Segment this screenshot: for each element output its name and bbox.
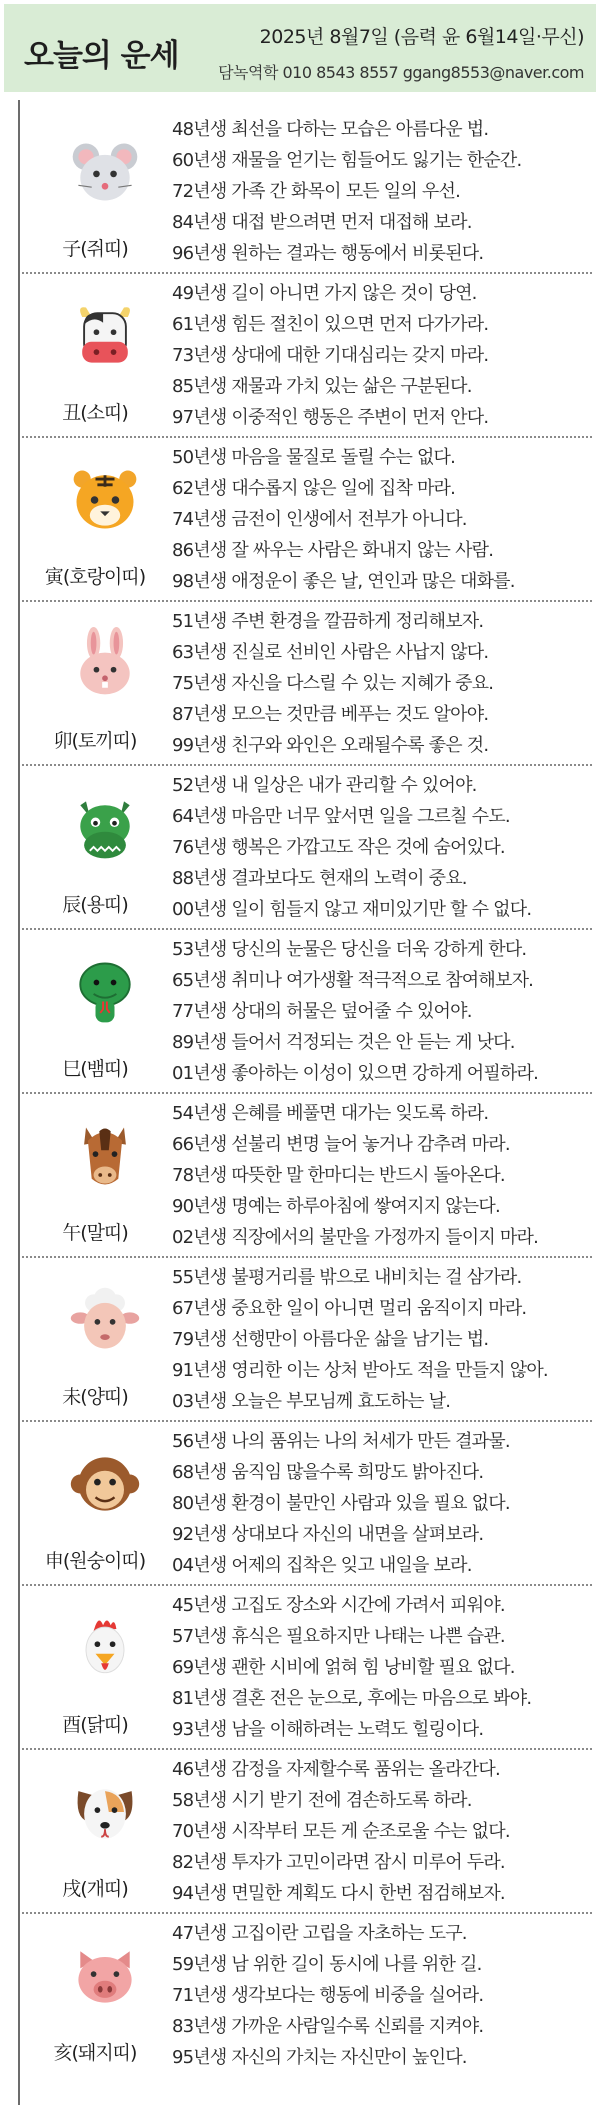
fortune-lines [172,1262,594,1417]
fortune-row [18,764,598,928]
fortune-line: 98년생 애정운이 좋은 날, 연인과 많은 대화를. [172,571,515,592]
header-date: 2025년 8월7일 (음력 윤 6월14일·무신) [259,26,584,48]
zodiac-animal [18,1748,168,1912]
zodiac-animal [18,928,168,1092]
fortune-row [18,436,598,600]
zodiac-animal [18,764,168,928]
fortune-line: 99년생 친구와 와인은 오래될수록 좋은 것. [172,735,489,756]
fortune-line: 73년생 상대에 대한 기대심리는 갖지 마라. [172,345,489,366]
fortune-row [18,1256,598,1420]
zodiac-animal [18,108,168,272]
zodiac-animal [18,1256,168,1420]
fortune-row [18,1584,598,1748]
fortune-line: 86년생 잘 싸우는 사람은 화내지 않는 사람. [172,540,494,561]
zodiac-animal [18,1584,168,1748]
fortune-line: 76년생 행복은 가깝고도 작은 것에 숨어있다. [172,837,505,858]
fortune-line: 97년생 이중적인 행동은 주변이 먼저 안다. [172,407,489,428]
rooster-icon [67,1610,143,1686]
fortune-lines [172,278,594,433]
fortune-line: 69년생 괜한 시비에 얽혀 힘 낭비할 필요 없다. [172,1657,515,1678]
sheep-icon [67,1282,143,1358]
zodiac-animal [18,272,168,436]
fortune-lines [172,934,594,1089]
fortune-line: 81년생 결혼 전은 눈으로, 후에는 마음으로 봐야. [172,1688,532,1709]
zodiac-label: 亥(돼지띠) [53,2042,137,2064]
fortune-line: 51년생 주변 환경을 깔끔하게 정리해보자. [172,611,484,632]
fortune-line: 62년생 대수롭지 않은 일에 집착 마라. [172,478,456,499]
zodiac-label: 酉(닭띠) [62,1714,128,1736]
fortune-line: 74년생 금전이 인생에서 전부가 아니다. [172,509,467,530]
fortune-row [18,1912,598,2076]
fortune-line: 68년생 움직임 많을수록 희망도 밝아진다. [172,1462,484,1483]
zodiac-animal [18,1912,168,2076]
rat-icon [67,134,143,210]
zodiac-label: 子(쥐띠) [62,238,128,260]
fortune-line: 52년생 내 일상은 내가 관리할 수 있어야. [172,775,477,796]
fortune-line: 55년생 불평거리를 밖으로 내비치는 걸 삼가라. [172,1267,522,1288]
fortune-line: 77년생 상대의 허물은 덮어줄 수 있어야. [172,1001,472,1022]
pig-icon [67,1938,143,2014]
snake-icon [67,954,143,1030]
header [4,4,596,92]
fortune-line: 57년생 휴식은 필요하지만 나태는 나쁜 습관. [172,1626,505,1647]
fortune-line: 66년생 섣불리 변명 늘어 놓거나 감추려 마라. [172,1134,510,1155]
fortune-line: 85년생 재물과 가치 있는 삶은 구분된다. [172,376,472,397]
fortune-line: 48년생 최선을 다하는 모습은 아름다운 법. [172,119,489,140]
fortune-line: 02년생 직장에서의 불만을 가정까지 들이지 마라. [172,1227,539,1248]
fortune-line: 45년생 고집도 장소와 시간에 가려서 피워야. [172,1595,505,1616]
fortune-line: 80년생 환경이 불만인 사람과 있을 필요 없다. [172,1493,510,1514]
fortune-line: 01년생 좋아하는 이성이 있으면 강하게 어필하라. [172,1063,539,1084]
fortune-lines [172,1590,594,1745]
header-contact: 담녹역학 010 8543 8557 ggang8553@naver.com [218,63,584,82]
zodiac-animal [18,600,168,764]
fortune-line: 58년생 시기 받기 전에 겸손하도록 하라. [172,1790,472,1811]
fortune-line: 04년생 어제의 집착은 잊고 내일을 보라. [172,1555,472,1576]
zodiac-animal [18,1092,168,1256]
fortune-line: 47년생 고집이란 고립을 자초하는 도구. [172,1923,467,1944]
zodiac-label: 申(원숭이띠) [44,1550,146,1572]
zodiac-label: 巳(뱀띠) [62,1058,128,1080]
fortune-line: 96년생 원하는 결과는 행동에서 비롯된다. [172,243,484,264]
fortune-row [18,272,598,436]
tiger-icon [67,462,143,538]
fortune-lines [172,1426,594,1581]
fortune-lines [172,114,594,269]
fortune-line: 65년생 취미나 여가생활 적극적으로 참여해보자. [172,970,534,991]
fortune-lines [172,770,594,925]
fortune-line: 49년생 길이 아니면 가지 않은 것이 당연. [172,283,477,304]
fortune-row [18,928,598,1092]
fortune-line: 56년생 나의 품위는 나의 처세가 만든 결과물. [172,1431,510,1452]
fortune-line: 63년생 진실로 선비인 사람은 사납지 않다. [172,642,489,663]
fortune-line: 95년생 자신의 가치는 자신만이 높인다. [172,2047,467,2068]
fortune-line: 67년생 중요한 일이 아니면 멀리 움직이지 마라. [172,1298,527,1319]
fortune-line: 59년생 남 위한 길이 동시에 나를 위한 길. [172,1954,482,1975]
zodiac-label: 戌(개띠) [62,1878,128,1900]
fortune-row [18,1420,598,1584]
fortune-line: 61년생 힘든 절친이 있으면 먼저 다가가라. [172,314,489,335]
fortune-line: 46년생 감정을 자제할수록 품위는 올라간다. [172,1759,500,1780]
zodiac-label: 午(말띠) [62,1222,128,1244]
fortune-line: 00년생 일이 힘들지 않고 재미있기만 할 수 없다. [172,899,532,920]
fortune-line: 71년생 생각보다는 행동에 비중을 실어라. [172,1985,484,2006]
horse-icon [67,1118,143,1194]
zodiac-label: 寅(호랑이띠) [44,566,146,588]
zodiac-label: 辰(용띠) [62,894,128,916]
fortune-row [18,108,598,272]
fortune-line: 60년생 재물을 얻기는 힘들어도 잃기는 한순간. [172,150,522,171]
fortune-line: 72년생 가족 간 화목이 모든 일의 우선. [172,181,460,202]
fortune-lines [172,442,594,597]
fortune-lines [172,1754,594,1909]
dog-icon [67,1774,143,1850]
fortune-line: 90년생 명예는 하루아침에 쌓여지지 않는다. [172,1196,500,1217]
fortune-line: 87년생 모으는 것만큼 베푸는 것도 알아야. [172,704,489,725]
fortune-line: 94년생 면밀한 계획도 다시 한번 점검해보자. [172,1883,505,1904]
fortune-line: 78년생 따뜻한 말 한마디는 반드시 돌아온다. [172,1165,505,1186]
fortune-line: 82년생 투자가 고민이라면 잠시 미루어 두라. [172,1852,505,1873]
fortune-line: 70년생 시작부터 모든 게 순조로울 수는 없다. [172,1821,510,1842]
fortune-line: 03년생 오늘은 부모님께 효도하는 날. [172,1391,451,1412]
fortune-line: 53년생 당신의 눈물은 당신을 더욱 강하게 한다. [172,939,527,960]
fortune-line: 54년생 은혜를 베풀면 대가는 잊도록 하라. [172,1103,489,1124]
fortune-lines [172,1918,594,2073]
zodiac-label: 卯(토끼띠) [53,730,137,752]
monkey-icon [67,1446,143,1522]
fortune-line: 50년생 마음을 물질로 돌릴 수는 없다. [172,447,456,468]
fortune-line: 75년생 자신을 다스릴 수 있는 지혜가 중요. [172,673,494,694]
fortune-line: 92년생 상대보다 자신의 내면을 살펴보라. [172,1524,484,1545]
fortune-line: 84년생 대접 받으려면 먼저 대접해 보라. [172,212,472,233]
fortune-row [18,1092,598,1256]
dragon-icon [67,790,143,866]
fortune-line: 88년생 결과보다도 현재의 노력이 중요. [172,868,467,889]
zodiac-label: 丑(소띠) [62,402,128,424]
fortune-lines [172,606,594,761]
fortune-list [18,108,598,2076]
fortune-lines [172,1098,594,1253]
zodiac-animal [18,1420,168,1584]
fortune-line: 64년생 마음만 너무 앞서면 일을 그르칠 수도. [172,806,510,827]
zodiac-animal [18,436,168,600]
zodiac-label: 未(양띠) [62,1386,128,1408]
fortune-line: 83년생 가까운 사람일수록 신뢰를 지켜야. [172,2016,484,2037]
fortune-line: 91년생 영리한 이는 상처 받아도 적을 만들지 않아. [172,1360,548,1381]
page-title: 오늘의 운세 [24,38,179,74]
fortune-line: 79년생 선행만이 아름다운 삶을 남기는 법. [172,1329,489,1350]
fortune-line: 93년생 남을 이해하려는 노력도 힐링이다. [172,1719,484,1740]
fortune-row [18,1748,598,1912]
ox-icon [67,298,143,374]
rabbit-icon [67,626,143,702]
fortune-row [18,600,598,764]
fortune-line: 89년생 들어서 걱정되는 것은 안 듣는 게 낫다. [172,1032,515,1053]
